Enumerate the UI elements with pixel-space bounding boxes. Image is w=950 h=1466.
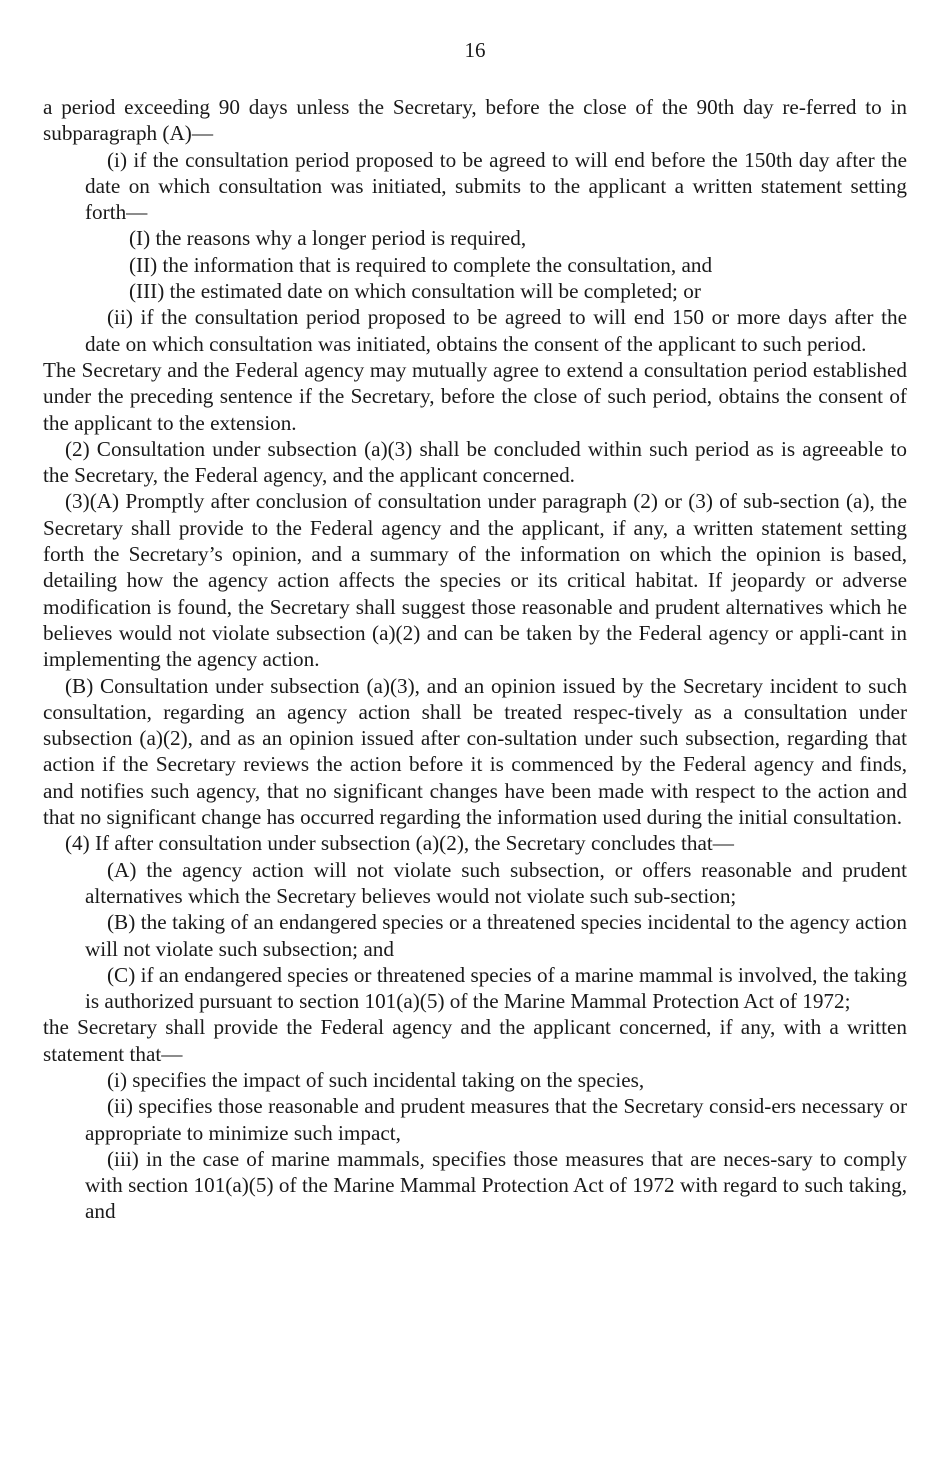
paragraph: (I) the reasons why a longer period is required, xyxy=(129,226,527,251)
paragraph: (2) Consultation under subsection (a)(3) shall be concluded within such period as is agreeable to the Secretary, the Federal agency, and the applicant concerned. xyxy=(43,436,907,488)
page-number: 16 xyxy=(464,38,486,62)
document-body xyxy=(43,94,907,1225)
paragraph: (3)(A) Promptly after conclusion of consultation under paragraph (2) or (3) of sub-section (a), the Secretary shall provide to the Federal agency and the applicant, if any, a written statement setting forth the Secretary’s opinion, and a summary of the information on which the opinion is based, detailing how the agency action affects the species or its critical habitat. If jeopardy or adverse modification is found, the Secretary shall suggest those reasonable and prudent alternatives which he believes would not violate subsection (a)(2) and can be taken by the Federal agency or appli-cant in implementing the agency action. xyxy=(43,489,907,672)
paragraph: (C) if an endangered species or threatened species of a marine mammal is involved, the taking is authorized pursuant to section 101(a)(5) of the Marine Mammal Protection Act of 1972; xyxy=(85,962,907,1014)
paragraph: (i) specifies the impact of such incidental taking on the species, xyxy=(107,1067,645,1092)
paragraph: a period exceeding 90 days unless the Secretary, before the close of the 90th day re-ferred to in subparagraph (A)— xyxy=(43,95,907,146)
paragraph: (A) the agency action will not violate such subsection, or offers reasonable and prudent alternatives which the Secretary believes would not violate such sub-section; xyxy=(85,857,907,908)
paragraph: (ii) if the consultation period proposed to be agreed to will end 150 or more days after the date on which consultation was initiated, obtains the consent of the applicant to such period. xyxy=(85,305,907,356)
paragraph: (ii) specifies those reasonable and prudent measures that the Secretary consid-ers necessary or appropriate to minimize such impact, xyxy=(85,1094,907,1145)
paragraph: (B) the taking of an endangered species or a threatened species incidental to the agency action will not violate such subsection; and xyxy=(85,910,907,961)
paragraph: (II) the information that is required to complete the consultation, and xyxy=(129,252,713,277)
paragraph: (III) the estimated date on which consultation will be completed; or xyxy=(129,279,701,304)
paragraph: The Secretary and the Federal agency may mutually agree to extend a consultation period established under the preceding sentence if the Secretary, before the close of such period, obtains the consent of the applicant to the extension. xyxy=(43,357,907,435)
paragraph: (B) Consultation under subsection (a)(3), and an opinion issued by the Secretary incident to such consultation, regarding an agency action shall be treated respec-tively as a consultation under subsection (a)(2), and as an opinion issued after con-sultation under such subsection, regarding that action if the Secretary reviews the action before it is commenced by the Federal agency and finds, and notifies such agency, that no significant changes have been made with respect to the action and that no significant change has occurred regarding the information used during the initial consultation. xyxy=(43,673,907,830)
paragraph: (4) If after consultation under subsection (a)(2), the Secretary concludes that— xyxy=(65,831,734,856)
paragraph: (iii) in the case of marine mammals, specifies those measures that are neces-sary to comply with section 101(a)(5) of the Marine Mammal Protection Act of 1972 with regard to such taking, and xyxy=(85,1146,907,1224)
paragraph: the Secretary shall provide the Federal agency and the applicant concerned, if any, with a written statement that— xyxy=(43,1015,907,1066)
paragraph: (i) if the consultation period proposed to be agreed to will end before the 150th day after the date on which consultation was initiated, submits to the applicant a written statement setting forth— xyxy=(85,147,907,225)
